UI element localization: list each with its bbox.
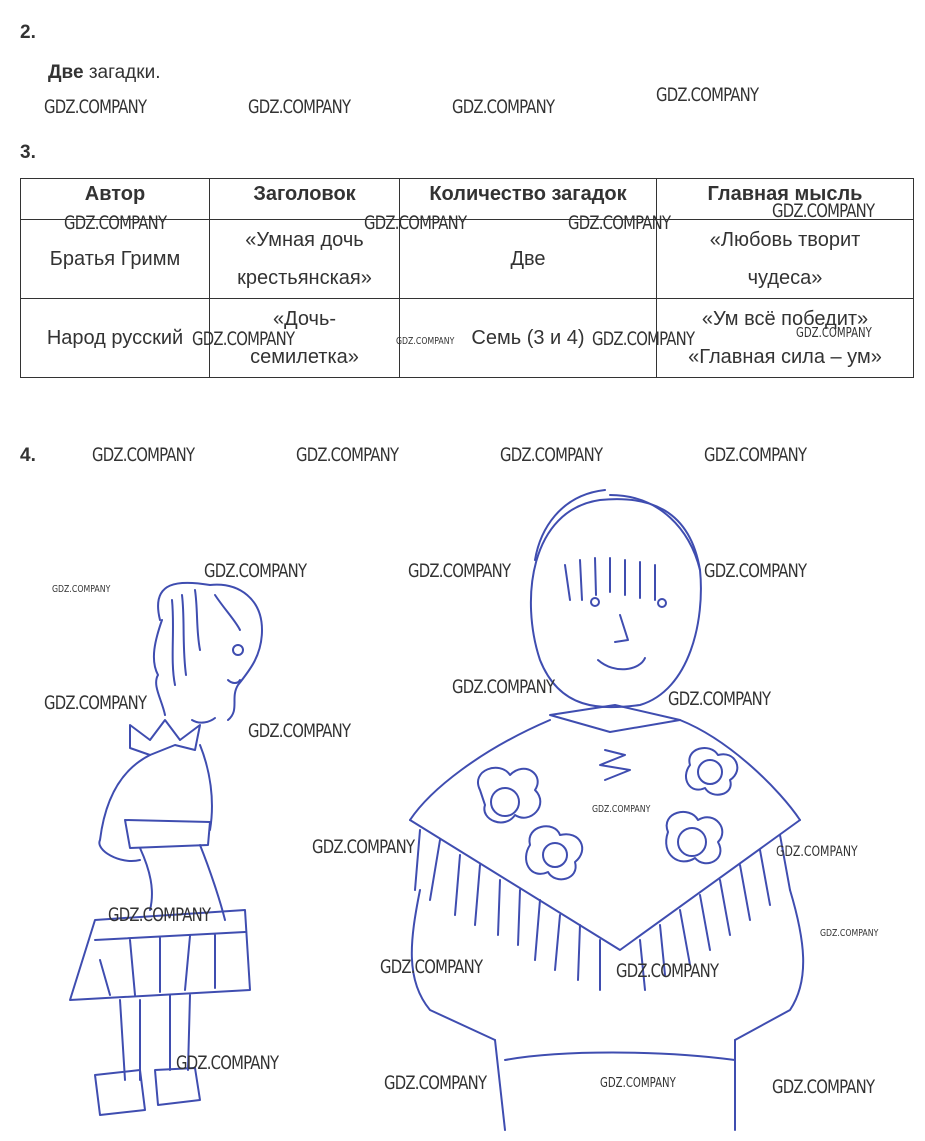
cell-idea: «Любовь творит чудеса» [657, 220, 914, 299]
section-3-number: 3. [20, 142, 36, 163]
section-2-number: 2. [20, 22, 36, 43]
cell-title: «Умная дочь крестьянская» [210, 220, 400, 299]
watermark: GDZ.COMPANY [600, 1076, 676, 1091]
watermark: GDZ.COMPANY [248, 720, 351, 742]
watermark: GDZ.COMPANY [108, 904, 211, 926]
cell-count: Семь (3 и 4) [400, 299, 657, 378]
answer-bold: Две [48, 62, 84, 83]
watermark: GDZ.COMPANY [380, 956, 483, 978]
watermark: GDZ.COMPANY [592, 804, 651, 815]
watermark: GDZ.COMPANY [92, 444, 195, 466]
watermark: GDZ.COMPANY [772, 200, 875, 222]
girl-figure [70, 583, 262, 1115]
watermark: GDZ.COMPANY [668, 688, 771, 710]
watermark: GDZ.COMPANY [52, 584, 111, 595]
watermark: GDZ.COMPANY [296, 444, 399, 466]
watermark: GDZ.COMPANY [452, 676, 555, 698]
cell-count: Две [400, 220, 657, 299]
watermark: GDZ.COMPANY [312, 836, 415, 858]
watermark: GDZ.COMPANY [568, 212, 671, 234]
section-4-number: 4. [20, 445, 36, 466]
watermark: GDZ.COMPANY [396, 336, 455, 347]
cell-idea: «Ум всё победит» «Главная сила – ум» [657, 299, 914, 378]
header-author: Автор [21, 179, 210, 220]
watermark: GDZ.COMPANY [44, 692, 147, 714]
header-count: Количество загадок [400, 179, 657, 220]
header-title: Заголовок [210, 179, 400, 220]
watermark: GDZ.COMPANY [364, 212, 467, 234]
watermark: GDZ.COMPANY [592, 328, 695, 350]
watermark: GDZ.COMPANY [176, 1052, 279, 1074]
watermark: GDZ.COMPANY [772, 1076, 875, 1098]
watermark: GDZ.COMPANY [500, 444, 603, 466]
watermark: GDZ.COMPANY [64, 212, 167, 234]
cell-title: «Дочь- семилетка» [210, 299, 400, 378]
watermark: GDZ.COMPANY [656, 84, 759, 106]
watermark: GDZ.COMPANY [384, 1072, 487, 1094]
answer-rest: загадки. [83, 62, 161, 83]
table-row [21, 299, 914, 378]
watermark: GDZ.COMPANY [192, 328, 295, 350]
header-idea: Главная мысль [657, 179, 914, 220]
watermark: GDZ.COMPANY [408, 560, 511, 582]
watermark: GDZ.COMPANY [796, 326, 872, 341]
cell-author: Народ русский [21, 299, 210, 378]
watermark: GDZ.COMPANY [204, 560, 307, 582]
watermark: GDZ.COMPANY [776, 844, 858, 860]
section-2-answer [48, 62, 160, 84]
cell-author: Братья Гримм [21, 220, 210, 299]
watermark: GDZ.COMPANY [704, 444, 807, 466]
watermark: GDZ.COMPANY [452, 96, 555, 118]
watermark: GDZ.COMPANY [704, 560, 807, 582]
watermark: GDZ.COMPANY [616, 960, 719, 982]
watermark: GDZ.COMPANY [248, 96, 351, 118]
watermark: GDZ.COMPANY [820, 928, 879, 939]
watermark: GDZ.COMPANY [44, 96, 147, 118]
